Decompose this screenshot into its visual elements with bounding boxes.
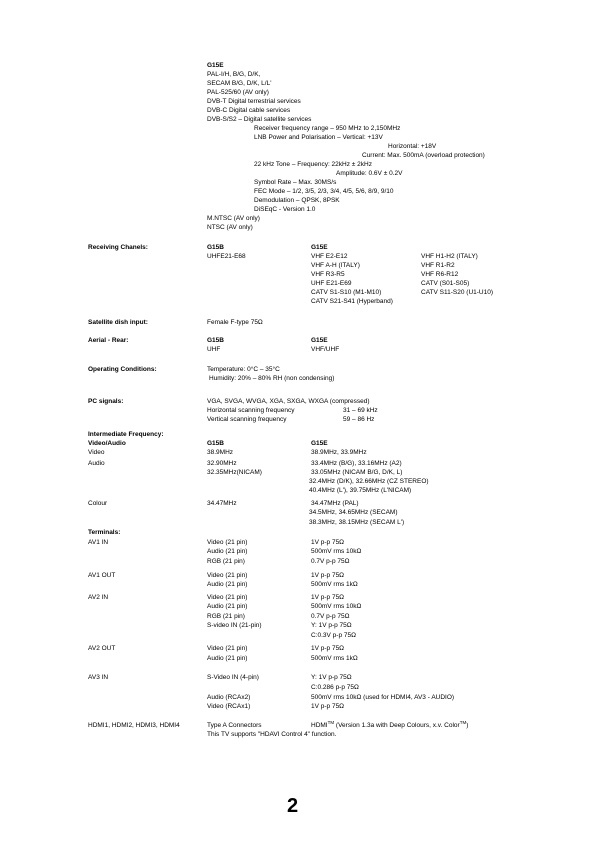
sat-spec-line: Symbol Rate – Max. 30MS/s (254, 179, 337, 186)
terminal-spec: 500mV rms 1kΩ (311, 655, 358, 662)
terminal-spec: 1V p-p 75Ω (311, 703, 345, 710)
channel-item: VHF E2-E12 (311, 253, 348, 260)
aerial-label: Aerial - Rear: (88, 337, 129, 344)
sat-spec-line: Demodulation – QPSK, 8PSK (254, 197, 340, 204)
lnb-current: Current: Max. 500mA (overload protection) (362, 152, 485, 159)
if-audio-g15e: 33.05MHz (NICAM B/G, D/K, L) (311, 469, 403, 476)
system-line: PAL-525/60 (AV only) (207, 89, 269, 96)
channel-item: CATV S1-S10 (M1-M10) (311, 289, 382, 296)
av3-in-label: AV3 IN (88, 674, 109, 681)
terminal-spec: 0.7V p-p 75Ω (311, 558, 350, 565)
system-line: DVB-S/S2 – Digital satellite services (207, 116, 312, 123)
terminal-spec: 1V p-p 75Ω (311, 572, 345, 579)
terminal-spec: 1V p-p 75Ω (311, 645, 345, 652)
if-video-label: Video (88, 449, 105, 456)
pc-label: PC signals: (88, 398, 124, 405)
terminal-spec: C:0.286 p-p 75Ω (311, 684, 359, 691)
satellite-label: Satellite dish input: (88, 319, 148, 326)
av1-in-label: AV1 IN (88, 539, 109, 546)
humidity-value: Humidity: 20% – 80% RH (non condensing) (209, 375, 335, 382)
terminal-spec: 500mV rms 10kΩ (311, 548, 362, 555)
g15e-heading: G15E (311, 337, 328, 344)
if-sublabel: Video/Audio (88, 440, 126, 447)
terminal-signal: Video (RCAx1) (207, 703, 251, 710)
terminal-signal: RGB (21 pin) (207, 613, 245, 620)
system-line: M.NTSC (AV only) (207, 215, 260, 222)
sat-spec-line: FEC Mode – 1/2, 3/5, 2/3, 3/4, 4/5, 5/6, 8/9, 9/10 (254, 188, 394, 195)
channel-item: CATV (S01-S05) (421, 280, 470, 287)
tone-frequency: 22 kHz Tone – Frequency: 22kHz ± 2kHz (254, 161, 372, 168)
hdmi-spec: HDMI™ (Version 1.3a with Deep Colours, x.v. Color™) (311, 719, 469, 729)
temperature-value: Temperature: 0°C – 35°C (207, 366, 280, 373)
if-audio-label: Audio (88, 460, 105, 467)
g15b-heading: G15B (207, 337, 224, 344)
system-line: SECAM B/G, D/K, L/L' (207, 80, 272, 87)
system-line: DVB-C Digital cable services (207, 107, 291, 114)
if-colour-g15e: 34.47MHz (PAL) (311, 500, 359, 507)
sat-spec-line: LNB Power and Polarisation – Vertical: +13V (254, 134, 383, 141)
pc-h-label: Horizontal scanning frequency (207, 407, 295, 414)
terminal-spec: C:0.3V p-p 75Ω (311, 632, 356, 639)
aerial-g15e-value: VHF/UHF (311, 346, 340, 353)
hdmi-label: HDMI1, HDMI2, HDMI3, HDMI4 (88, 722, 180, 729)
terminal-spec: Y: 1V p-p 75Ω (311, 622, 352, 629)
if-colour-g15b: 34.47MHz (207, 500, 237, 507)
g15e-heading: G15E (207, 62, 224, 69)
terminal-spec: 0.7V p-p 75Ω (311, 613, 350, 620)
receiving-label: Receiving Chanels: (88, 244, 148, 251)
if-video-g15b: 38.9MHz (207, 449, 234, 456)
terminal-signal: RGB (21 pin) (207, 558, 245, 565)
channel-item: VHF R1-R2 (421, 262, 455, 269)
terminal-signal: Audio (RCAx2) (207, 694, 251, 701)
system-line: NTSC (AV only) (207, 224, 253, 231)
av2-out-label: AV2 OUT (88, 645, 116, 652)
pc-formats: VGA, SVGA, WVGA, XGA, SXGA, WXGA (compressed) (207, 398, 370, 405)
terminal-signal: Video (21 pin) (207, 645, 248, 652)
terminal-spec: 500mV rms 1kΩ (311, 581, 358, 588)
channel-item: VHF H1-H2 (ITALY) (421, 253, 478, 260)
system-line: DVB-T Digital terrestrial services (207, 98, 301, 105)
channel-item: UHF E21-E69 (311, 280, 352, 287)
av1-out-label: AV1 OUT (88, 572, 116, 579)
terminal-signal: S-video IN (21-pin) (207, 622, 262, 629)
terminals-label: Terminals: (88, 529, 121, 536)
channel-item: CATV S11-S20 (U1-U10) (421, 289, 494, 296)
if-video-g15e: 38.9MHz, 33.9MHz (311, 449, 367, 456)
terminal-spec: 500mV rms 10kΩ (used for HDMI4, AV3 - AUDIO) (311, 694, 455, 701)
sat-spec-line: DiSEqC - Version 1.0 (254, 206, 316, 213)
channel-item: VHF R6-R12 (421, 271, 459, 278)
terminal-signal: S-Video IN (4-pin) (207, 674, 259, 681)
if-label: Intermediate Frequency: (88, 431, 164, 438)
terminal-signal: Audio (21 pin) (207, 581, 248, 588)
terminal-spec: 500mV rms 10kΩ (311, 603, 362, 610)
aerial-g15b-value: UHF (207, 346, 221, 353)
if-colour-label: Colour (88, 500, 108, 507)
lnb-horizontal: Horizontal: +18V (388, 143, 437, 150)
if-audio-g15b: 32.90MHz (207, 460, 237, 467)
pc-v-value: 59 – 86 Hz (343, 416, 375, 423)
pc-h-value: 31 – 69 kHz (343, 407, 378, 414)
g15e-heading: G15E (311, 440, 328, 447)
terminal-spec: Y: 1V p-p 75Ω (311, 674, 352, 681)
g15b-heading: G15B (207, 440, 224, 447)
pc-v-label: Vertical scanning frequency (207, 416, 287, 423)
if-audio-g15e: 32.4MHz (D/K), 32.66MHz (CZ STEREO) (309, 478, 429, 485)
g15b-heading: G15B (207, 244, 224, 251)
terminal-spec: 1V p-p 75Ω (311, 594, 345, 601)
tone-amplitude: Amplitude: 0.6V ± 0.2V (336, 170, 403, 177)
terminal-signal: Audio (21 pin) (207, 548, 248, 555)
av2-in-label: AV2 IN (88, 594, 109, 601)
terminal-signal: Audio (21 pin) (207, 603, 248, 610)
channel-item: VHF R3-R5 (311, 271, 345, 278)
terminal-signal: Video (21 pin) (207, 539, 248, 546)
g15b-channels: UHFE21-E68 (207, 253, 246, 260)
sat-spec-line: Receiver frequency range – 950 MHz to 2,150MHz (254, 125, 401, 132)
channel-item: CATV S21-S41 (Hyperband) (311, 298, 393, 305)
terminal-spec: 1V p-p 75Ω (311, 539, 345, 546)
if-audio-g15e: 33.4MHz (B/G), 33.16MHz (A2) (311, 460, 402, 467)
terminal-signal: Video (21 pin) (207, 594, 248, 601)
satellite-value: Female F-type 75Ω (207, 319, 263, 326)
system-line: PAL-I/H, B/G, D/K, (207, 71, 261, 78)
terminal-signal: Audio (21 pin) (207, 655, 248, 662)
page-number: 2 (287, 795, 299, 817)
if-audio-g15e: 40.4MHz (L'), 39.75MHz (L'NICAM) (309, 487, 412, 494)
terminal-signal: Video (21 pin) (207, 572, 248, 579)
hdmi-connector: Type A Connectors (207, 722, 262, 729)
channel-item: VHF A-H (ITALY) (311, 262, 360, 269)
g15e-heading: G15E (311, 244, 328, 251)
if-colour-g15e: 34.5MHz, 34.65MHz (SECAM) (309, 509, 398, 516)
hdmi-note: This TV supports "HDAVI Control 4" function. (207, 731, 337, 738)
if-colour-g15e: 38.3MHz, 38.15MHz (SECAM L') (309, 519, 405, 526)
operating-label: Operating Conditions: (88, 366, 157, 373)
if-audio-g15b: 32.35MHz(NICAM) (207, 469, 262, 476)
